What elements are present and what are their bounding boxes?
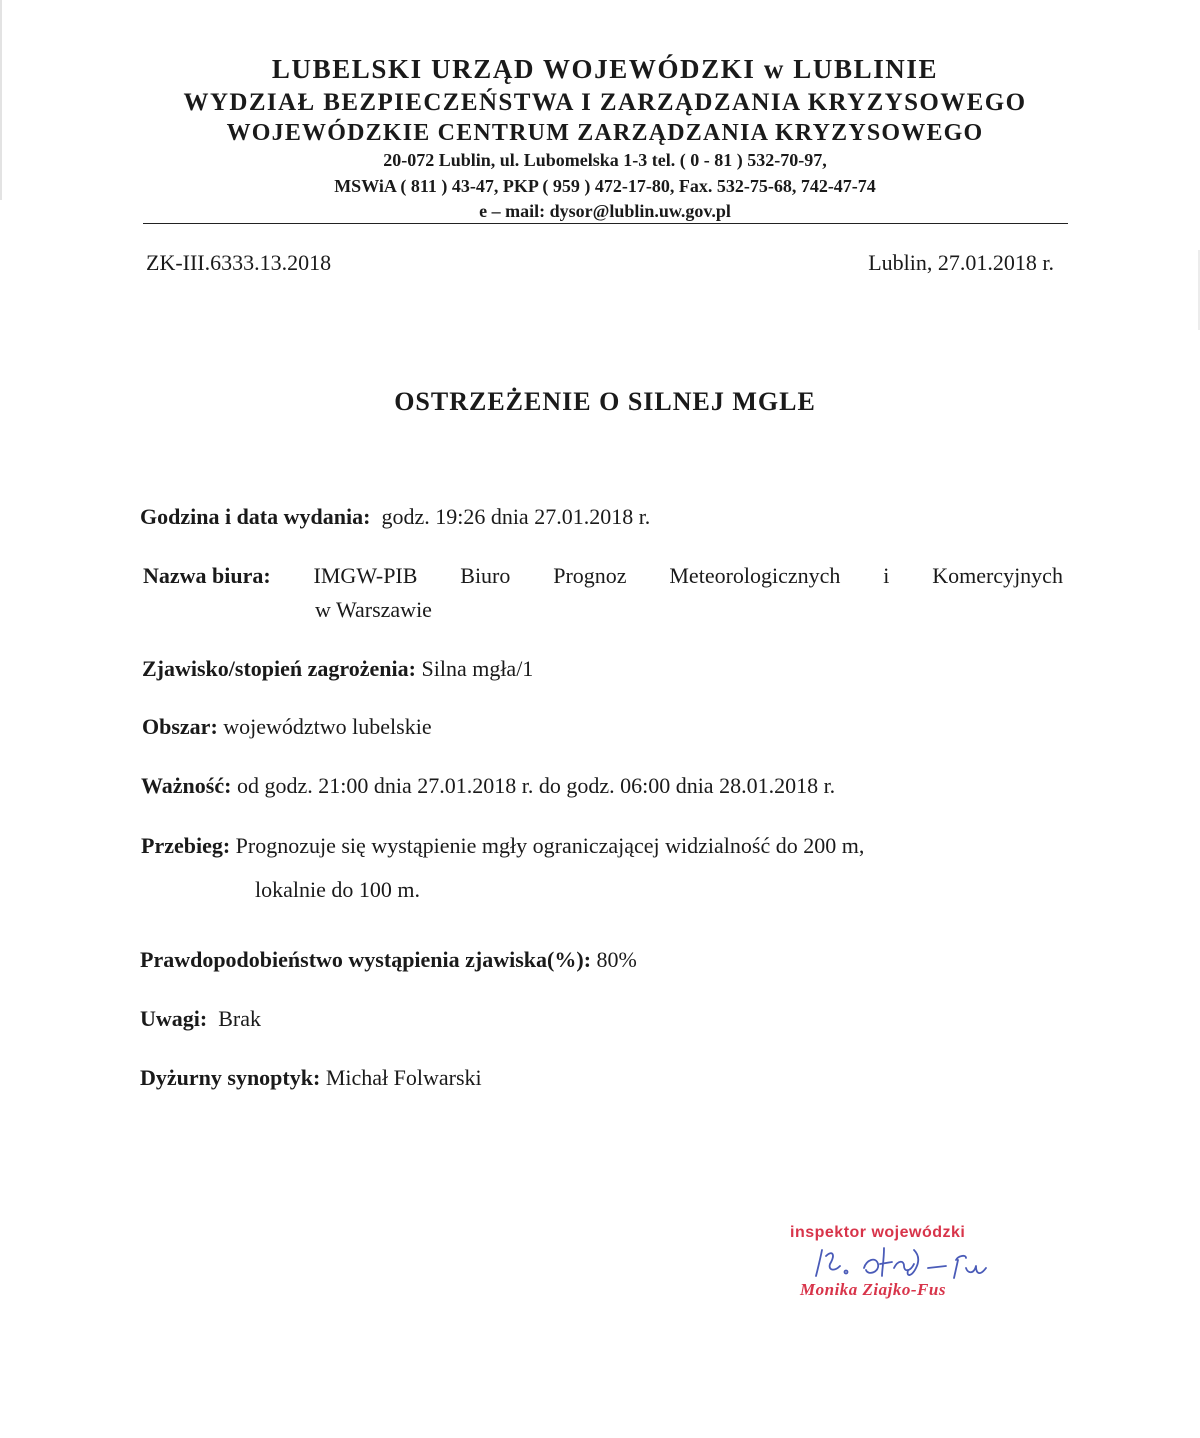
field-course: [141, 831, 1066, 861]
field-validity: [141, 771, 1066, 801]
course-continuation: lokalnie do 100 m.: [255, 877, 420, 902]
office-word: IMGW-PIB: [313, 563, 418, 588]
field-label: Ważność:: [141, 773, 232, 798]
field-label: Nazwa biura:: [143, 563, 271, 588]
stamp-name: Monika Ziajko-Fus: [800, 1280, 946, 1299]
field-phenomenon: [142, 654, 1067, 684]
field-office: [143, 561, 1063, 591]
letterhead-line-2: WYDZIAŁ BEZPIECZEŃSTWA I ZARZĄDZANIA KRYZYSOWEGO: [183, 89, 1027, 116]
field-label: Przebieg:: [141, 833, 231, 858]
office-word: Prognoz: [553, 563, 627, 588]
field-label: Godzina i data wydania:: [140, 504, 371, 529]
field-label: Uwagi:: [140, 1006, 208, 1031]
letterhead-line-3: WOJEWÓDZKIE CENTRUM ZARZĄDZANIA KRYZYSOWEGO: [226, 120, 984, 146]
field-label: Zjawisko/stopień zagrożenia:: [142, 656, 416, 681]
field-value: Michał Folwarski: [325, 1065, 482, 1090]
field-forecaster: [140, 1063, 1065, 1093]
field-label: Dyżurny synoptyk:: [140, 1065, 321, 1090]
office-word: Meteorologicznych: [669, 563, 841, 588]
field-value: godz. 19:26 dnia 27.01.2018 r.: [381, 504, 651, 529]
field-value: Prognozuje się wystąpienie mgły ograniczającej widzialność do 200 m,: [235, 833, 865, 858]
field-area: [142, 712, 1067, 742]
field-value: 80%: [596, 947, 637, 972]
stamp-title: inspektor wojewódzki: [790, 1224, 966, 1241]
field-value: od godz. 21:00 dnia 27.01.2018 r. do godz. 06:00 dnia 28.01.2018 r.: [236, 773, 836, 798]
office-word: i: [883, 563, 890, 588]
office-continuation: w Warszawie: [315, 597, 432, 622]
scan-edge: [0, 0, 2, 200]
letterhead-email: e – mail: dysor@lublin.uw.gov.pl: [479, 201, 731, 221]
official-stamp: [780, 1220, 1020, 1310]
field-value: Brak: [218, 1006, 261, 1031]
letterhead-line-1: LUBELSKI URZĄD WOJEWÓDZKI w LUBLINIE: [271, 54, 939, 84]
office-word: Komercyjnych: [932, 563, 1063, 588]
field-value: województwo lubelskie: [223, 714, 432, 739]
field-remarks: [140, 1004, 1065, 1034]
document-title: OSTRZEŻENIE O SILNEJ MGLE: [394, 387, 816, 416]
field-value: Silna mgła/1: [421, 656, 534, 681]
field-probability: [140, 945, 1065, 975]
field-label: Obszar:: [142, 714, 218, 739]
reference-number: ZK-III.6333.13.2018: [146, 250, 332, 275]
place-date: Lublin, 27.01.2018 r.: [868, 250, 1054, 275]
field-label: Prawdopodobieństwo wystąpienia zjawiska(%):: [140, 947, 592, 972]
letterhead-divider: [143, 223, 1068, 224]
field-issued: [140, 502, 1065, 532]
office-word: Biuro: [460, 563, 511, 588]
letterhead-phones: MSWiA ( 811 ) 43-47, PKP ( 959 ) 472-17-80, Fax. 532-75-68, 742-47-74: [334, 176, 876, 196]
letterhead-address: 20-072 Lublin, ul. Lubomelska 1-3 tel. ( 0 - 81 ) 532-70-97,: [383, 150, 827, 170]
